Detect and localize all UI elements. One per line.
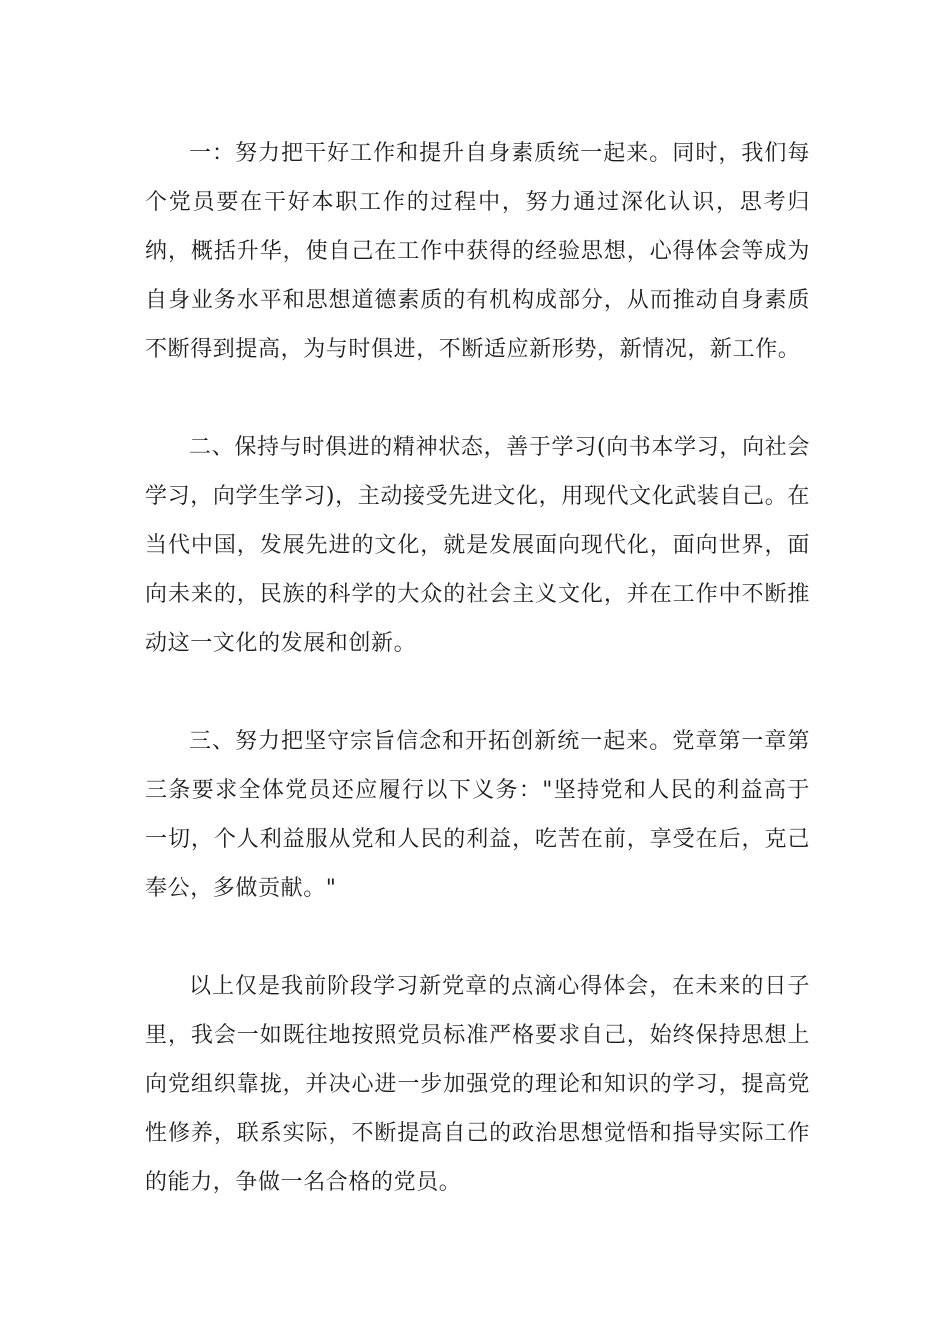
- paragraph-4: 以上仅是我前阶段学习新党章的点滴心得体会，在未来的日子里，我会一如既往地按照党员标准严格要求自己，始终保持思想上向党组织靠拢，并决心进一步加强党的理论和知识的学习，提高党性修养，联系实际，不断提高自己的政治思想觉悟和指导实际工作的能力，争做一名合格的党员。: [145, 974, 810, 1195]
- paragraph-1: 一：努力把干好工作和提升自身素质统一起来。同时，我们每个党员要在干好本职工作的过程中，努力通过深化认识，思考归纳，概括升华，使自己在工作中获得的经验思想，心得体会等成为自身业务水平和思想道德素质的有机构成部分，从而推动自身素质不断得到提高，为与时俱进，不断适应新形势，新情况，新工作。: [145, 141, 810, 362]
- document-body: [145, 129, 810, 1207]
- paragraph-3: 三、努力把坚守宗旨信念和开拓创新统一起来。党章第一章第三条要求全体党员还应履行以下义务："坚持党和人民的利益高于一切，个人利益服从党和人民的利益，吃苦在前，享受在后，克己奉公，多做贡献。": [145, 729, 810, 901]
- paragraph-2: 二、保持与时俱进的精神状态，善于学习(向书本学习，向社会学习，向学生学习)，主动接受先进文化，用现代文化武装自己。在当代中国，发展先进的文化，就是发展面向现代化，面向世界，面向未来的，民族的科学的大众的社会主义文化，并在工作中不断推动这一文化的发展和创新。: [145, 435, 810, 656]
